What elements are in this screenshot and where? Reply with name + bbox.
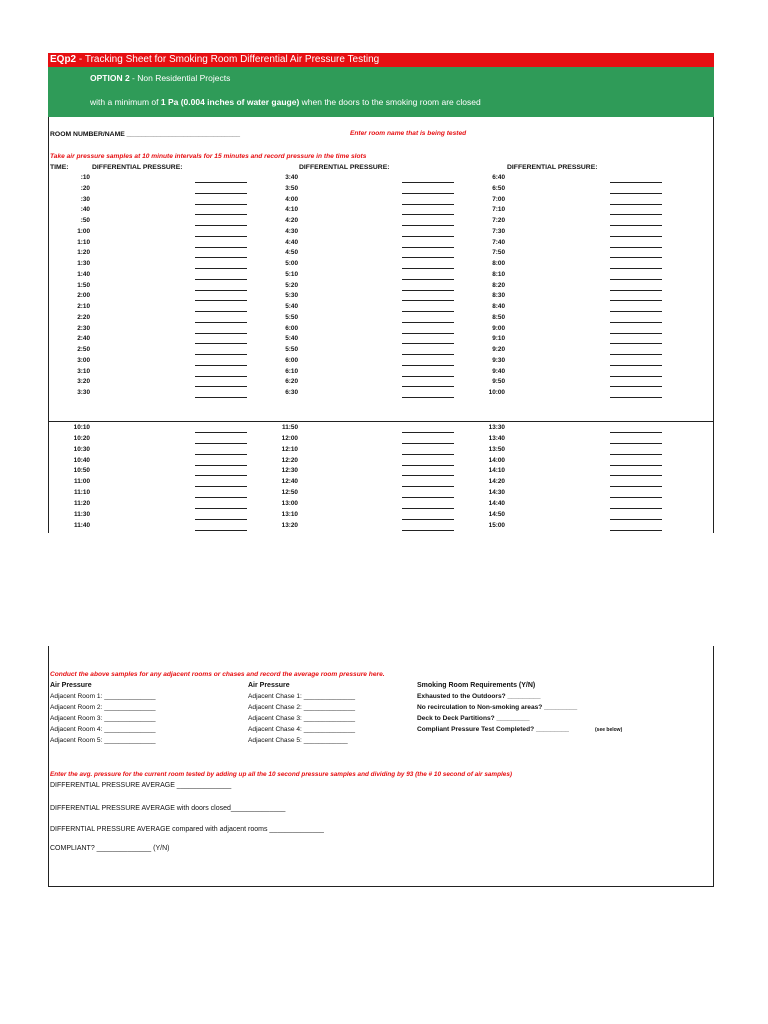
pressure-entry-line[interactable]: [195, 182, 247, 183]
pressure-entry-line[interactable]: [195, 333, 247, 334]
time-slot-label: 9:50: [492, 378, 505, 386]
time-slot-label: :20: [80, 184, 90, 192]
pressure-entry-line[interactable]: [195, 204, 247, 205]
adjacent-room-field[interactable]: Adjacent Room 3: ______________: [50, 715, 156, 722]
pressure-entry-line[interactable]: [195, 268, 247, 269]
time-slot-label: 6:50: [492, 184, 505, 192]
time-slot-label: 1:30: [77, 260, 90, 267]
time-slot-label: :50: [80, 217, 90, 224]
pressure-entry-line[interactable]: [195, 300, 247, 301]
air-pressure-header-2: Air Pressure: [248, 682, 290, 689]
time-slot-label: 6:20: [285, 378, 298, 386]
pressure-entry-line[interactable]: [610, 365, 662, 366]
pressure-entry-line[interactable]: [195, 508, 247, 509]
time-slot-label: 13:30: [488, 424, 505, 431]
dp-average-adjacent-field[interactable]: DIFFERNTIAL PRESSURE AVERAGE compared with adjacent rooms ______________: [50, 826, 324, 833]
pressure-entry-line[interactable]: [195, 497, 247, 498]
pressure-entry-line[interactable]: [610, 182, 662, 183]
pressure-entry-line[interactable]: [402, 454, 454, 455]
pressure-entry-line[interactable]: [195, 279, 247, 280]
time-slot-label: 12:30: [281, 467, 298, 475]
dp-average-field[interactable]: DIFFERENTIAL PRESSURE AVERAGE ______________: [50, 782, 232, 789]
time-slot-label: 4:20: [285, 217, 298, 224]
time-slot-label: 9:10: [492, 335, 505, 343]
pressure-entry-line[interactable]: [195, 322, 247, 323]
time-slot-label: 8:40: [492, 303, 505, 310]
adjacent-chase-field[interactable]: Adjacent Chase 5: ____________: [248, 737, 348, 744]
time-slot-label: 5:50: [285, 346, 298, 353]
pressure-entry-line[interactable]: [610, 268, 662, 269]
dp-header-2: DIFFERENTIAL PRESSURE:: [299, 164, 390, 171]
pressure-entry-line[interactable]: [195, 214, 247, 215]
time-slot-label: 14:30: [488, 489, 505, 497]
pressure-entry-line[interactable]: [195, 475, 247, 476]
pressure-entry-line[interactable]: [195, 443, 247, 444]
pressure-entry-line[interactable]: [195, 530, 247, 531]
time-slot-label: 6:40: [492, 174, 505, 181]
time-slot-label: 3:50: [285, 184, 298, 192]
dp-average-closed-field[interactable]: DIFFERENTIAL PRESSURE AVERAGE with doors closed______________: [50, 805, 286, 812]
time-slot-label: 2:20: [77, 313, 90, 321]
pressure-entry-line[interactable]: [195, 311, 247, 312]
time-slot-label: 8:10: [492, 270, 505, 278]
pressure-entry-line[interactable]: [402, 497, 454, 498]
pressure-entry-line[interactable]: [195, 386, 247, 387]
time-slot-label: 8:50: [492, 313, 505, 321]
pressure-entry-line[interactable]: [195, 376, 247, 377]
requirement-field[interactable]: Compliant Pressure Test Completed? _________: [417, 726, 569, 733]
pressure-entry-line[interactable]: [402, 214, 454, 215]
pressure-entry-line[interactable]: [610, 290, 662, 291]
pressure-entry-line[interactable]: [195, 365, 247, 366]
time-slot-label: 10:40: [73, 456, 90, 464]
time-slot-label: 6:00: [285, 356, 298, 364]
room-name-hint: Enter room name that is being tested: [350, 130, 467, 137]
dp-header-1: DIFFERENTIAL PRESSURE:: [92, 164, 183, 171]
time-slot-label: 3:10: [77, 367, 90, 375]
time-slot-label: 5:40: [285, 303, 298, 310]
time-slot-label: 5:10: [285, 270, 298, 278]
time-slot-label: 14:50: [488, 510, 505, 518]
time-slot-label: 2:40: [77, 335, 90, 343]
pressure-entry-line[interactable]: [402, 475, 454, 476]
time-slot-label: 7:10: [492, 206, 505, 214]
pressure-entry-line[interactable]: [610, 376, 662, 377]
pressure-entry-line[interactable]: [195, 397, 247, 398]
time-slot-label: 6:30: [285, 389, 298, 396]
block-divider: [48, 421, 714, 422]
requirement-a: with a minimum of: [90, 97, 161, 107]
pressure-entry-line[interactable]: [610, 443, 662, 444]
time-slot-label: 8:30: [492, 292, 505, 300]
pressure-entry-line[interactable]: [610, 279, 662, 280]
pressure-entry-line[interactable]: [610, 486, 662, 487]
time-slot-label: 12:00: [281, 434, 298, 442]
adjacent-chase-field[interactable]: Adjacent Chase 3: ______________: [248, 715, 356, 722]
time-slot-label: 11:30: [74, 510, 90, 518]
pressure-entry-line[interactable]: [195, 193, 247, 194]
pressure-entry-line[interactable]: [195, 519, 247, 520]
adjacent-instructions: Conduct the above samples for any adjacent rooms or chases and record the average room pressure here.: [50, 671, 385, 678]
time-slot-label: 14:00: [488, 456, 505, 464]
time-slot-label: 11:40: [74, 521, 90, 529]
pressure-entry-line[interactable]: [402, 465, 454, 466]
time-slot-label: 2:10: [77, 303, 90, 310]
pressure-entry-line[interactable]: [610, 386, 662, 387]
time-slot-label: 13:00: [281, 499, 298, 507]
pressure-entry-line[interactable]: [195, 247, 247, 248]
pressure-entry-line[interactable]: [195, 454, 247, 455]
pressure-entry-line[interactable]: [402, 225, 454, 226]
time-slot-label: 1:10: [77, 238, 90, 246]
pressure-entry-line[interactable]: [610, 454, 662, 455]
time-slot-label: 4:40: [285, 238, 298, 246]
time-slot-label: 7:50: [492, 249, 505, 257]
pressure-entry-line[interactable]: [402, 204, 454, 205]
air-pressure-header-1: Air Pressure: [50, 682, 92, 689]
time-slot-label: 13:10: [281, 510, 298, 518]
time-slot-label: 4:00: [285, 195, 298, 203]
pressure-entry-line[interactable]: [610, 343, 662, 344]
pressure-entry-line[interactable]: [402, 386, 454, 387]
time-slot-label: 3:00: [77, 356, 90, 364]
adjacent-room-field[interactable]: Adjacent Room 1: ______________: [50, 693, 156, 700]
pressure-entry-line[interactable]: [402, 432, 454, 433]
adjacent-room-field[interactable]: Adjacent Room 4: ______________: [50, 726, 156, 733]
pressure-entry-line[interactable]: [610, 508, 662, 509]
time-slot-label: 7:00: [492, 195, 505, 203]
time-slot-label: 6:00: [285, 324, 298, 332]
pressure-entry-line[interactable]: [610, 214, 662, 215]
time-slot-label: 9:40: [492, 367, 505, 375]
time-slot-label: 3:40: [285, 174, 298, 181]
pressure-entry-line[interactable]: [402, 193, 454, 194]
see-below-note: (see below): [595, 727, 623, 733]
pressure-entry-line[interactable]: [195, 486, 247, 487]
sampling-instructions: Take air pressure samples at 10 minute intervals for 15 minutes and record pressure in the time slots: [50, 153, 367, 160]
option-bar: [48, 67, 714, 117]
pressure-entry-line[interactable]: [402, 376, 454, 377]
time-slot-label: 3:30: [77, 389, 90, 396]
pressure-entry-line[interactable]: [195, 465, 247, 466]
pressure-entry-line[interactable]: [402, 247, 454, 248]
pressure-entry-line[interactable]: [402, 322, 454, 323]
pressure-entry-line[interactable]: [195, 354, 247, 355]
pressure-entry-line[interactable]: [610, 193, 662, 194]
sheet-title: - Tracking Sheet for Smoking Room Differential Air Pressure Testing: [76, 54, 380, 65]
pressure-entry-line[interactable]: [195, 236, 247, 237]
time-slot-label: 5:00: [285, 260, 298, 267]
title-bar: [48, 53, 714, 67]
time-slot-label: :40: [80, 206, 90, 214]
time-slot-label: :30: [80, 195, 90, 203]
time-slot-label: 5:20: [285, 281, 298, 289]
time-slot-label: 11:20: [74, 499, 90, 507]
pressure-entry-line[interactable]: [610, 322, 662, 323]
option-desc: - Non Residential Projects: [129, 73, 231, 83]
pressure-entry-line[interactable]: [402, 333, 454, 334]
pressure-entry-line[interactable]: [610, 354, 662, 355]
time-slot-label: 7:20: [492, 217, 505, 224]
time-slot-label: 10:30: [73, 445, 90, 453]
pressure-entry-line[interactable]: [402, 290, 454, 291]
time-slot-label: 9:20: [492, 346, 505, 353]
pressure-entry-line[interactable]: [610, 247, 662, 248]
pressure-entry-line[interactable]: [195, 257, 247, 258]
adjacent-chase-field[interactable]: Adjacent Chase 1: ______________: [248, 693, 356, 700]
time-slot-label: 2:00: [77, 292, 90, 300]
time-slot-label: 12:10: [281, 445, 298, 453]
pressure-entry-line[interactable]: [610, 519, 662, 520]
pressure-entry-line[interactable]: [402, 236, 454, 237]
time-slot-label: 14:20: [488, 478, 505, 486]
time-slot-label: 15:00: [488, 521, 505, 529]
pressure-entry-line[interactable]: [610, 530, 662, 531]
compliant-field[interactable]: COMPLIANT? ______________ (Y/N): [50, 845, 170, 852]
time-slot-label: 13:50: [488, 445, 505, 453]
time-slot-label: 6:10: [285, 367, 298, 375]
time-slot-label: 8:00: [492, 260, 505, 267]
adjacent-room-field[interactable]: Adjacent Room 2: ______________: [50, 704, 156, 711]
requirement-field[interactable]: Deck to Deck Partitions? _________: [417, 715, 530, 722]
time-slot-label: 13:20: [281, 521, 298, 529]
right-border-bottom: [713, 646, 714, 886]
pressure-entry-line[interactable]: [195, 432, 247, 433]
pressure-entry-line[interactable]: [195, 290, 247, 291]
pressure-entry-line[interactable]: [402, 486, 454, 487]
pressure-entry-line[interactable]: [402, 279, 454, 280]
average-instructions: Enter the avg. pressure for the current room tested by adding up all the 10 second pressure samples and dividing by 93 (the # 10 second of air samples): [50, 771, 513, 778]
pressure-entry-line[interactable]: [402, 182, 454, 183]
right-border-top: [713, 117, 714, 533]
time-header: TIME:: [50, 164, 69, 171]
pressure-entry-line[interactable]: [610, 432, 662, 433]
pressure-entry-line[interactable]: [402, 508, 454, 509]
pressure-entry-line[interactable]: [402, 300, 454, 301]
time-slot-label: 9:00: [492, 324, 505, 332]
time-slot-label: 11:10: [74, 489, 90, 497]
time-slot-label: 10:50: [73, 467, 90, 475]
time-slot-label: 1:00: [77, 227, 90, 235]
left-border-top: [48, 117, 49, 533]
adjacent-chase-field[interactable]: Adjacent Chase 2: ______________: [248, 704, 356, 711]
time-slot-label: 12:20: [281, 456, 298, 464]
room-name-field[interactable]: ROOM NUMBER/NAME ______________________________: [50, 131, 241, 138]
requirement-field[interactable]: No recirculation to Non-smoking areas? _________: [417, 704, 578, 711]
pressure-entry-line[interactable]: [610, 311, 662, 312]
time-slot-label: 7:30: [492, 227, 505, 235]
pressure-entry-line[interactable]: [195, 343, 247, 344]
adjacent-room-field[interactable]: Adjacent Room 5: ______________: [50, 737, 156, 744]
adjacent-chase-field[interactable]: Adjacent Chase 4: ______________: [248, 726, 356, 733]
pressure-entry-line[interactable]: [610, 465, 662, 466]
pressure-entry-line[interactable]: [610, 497, 662, 498]
pressure-entry-line[interactable]: [610, 257, 662, 258]
pressure-entry-line[interactable]: [610, 204, 662, 205]
credit-code: EQp2: [50, 54, 77, 65]
pressure-entry-line[interactable]: [402, 311, 454, 312]
pressure-entry-line[interactable]: [610, 236, 662, 237]
pressure-entry-line[interactable]: [402, 268, 454, 269]
pressure-entry-line[interactable]: [402, 530, 454, 531]
left-border-bottom: [48, 646, 49, 886]
time-slot-label: 4:50: [285, 249, 298, 257]
pressure-entry-line[interactable]: [402, 257, 454, 258]
requirement-b: when the doors to the smoking room are closed: [299, 97, 481, 107]
pressure-entry-line[interactable]: [402, 354, 454, 355]
time-slot-label: :10: [80, 174, 90, 181]
requirement-value: 1 Pa (0.004 inches of water gauge): [160, 97, 300, 107]
time-slot-label: 12:40: [281, 478, 298, 486]
time-slot-label: 10:00: [488, 389, 505, 396]
time-slot-label: 4:30: [285, 227, 298, 235]
pressure-entry-line[interactable]: [402, 365, 454, 366]
time-slot-label: 14:40: [488, 499, 505, 507]
time-slot-label: 10:20: [73, 434, 90, 442]
time-slot-label: 9:30: [492, 356, 505, 364]
time-slot-label: 2:50: [77, 346, 90, 353]
time-slot-label: 8:20: [492, 281, 505, 289]
pressure-entry-line[interactable]: [610, 333, 662, 334]
pressure-entry-line[interactable]: [402, 443, 454, 444]
dp-header-3: DIFFERENTIAL PRESSURE:: [507, 164, 598, 171]
time-slot-label: 5:40: [285, 335, 298, 343]
time-slot-label: 12:50: [281, 489, 298, 497]
pressure-entry-line[interactable]: [402, 343, 454, 344]
time-slot-label: 1:40: [77, 270, 90, 278]
time-slot-label: 1:20: [77, 249, 90, 257]
time-slot-label: 2:30: [77, 324, 90, 332]
pressure-entry-line[interactable]: [610, 475, 662, 476]
time-slot-label: 13:40: [488, 434, 505, 442]
time-slot-label: 5:50: [285, 313, 298, 321]
time-slot-label: 10:10: [73, 424, 90, 431]
time-slot-label: 14:10: [488, 467, 505, 475]
requirement-field[interactable]: Exhausted to the Outdoors? _________: [417, 693, 541, 700]
time-slot-label: 3:20: [77, 378, 90, 386]
time-slot-label: 11:50: [282, 424, 298, 431]
bottom-border: [48, 886, 714, 887]
pressure-entry-line[interactable]: [610, 397, 662, 398]
pressure-entry-line[interactable]: [610, 225, 662, 226]
requirements-header: Smoking Room Requirements (Y/N): [417, 682, 536, 689]
time-slot-label: 1:50: [77, 281, 90, 289]
pressure-entry-line[interactable]: [402, 397, 454, 398]
pressure-entry-line[interactable]: [402, 519, 454, 520]
pressure-entry-line[interactable]: [195, 225, 247, 226]
time-slot-label: 11:00: [74, 478, 90, 486]
pressure-entry-line[interactable]: [610, 300, 662, 301]
time-slot-label: 4:10: [285, 206, 298, 214]
time-slot-label: 7:40: [492, 238, 505, 246]
option-label: OPTION 2: [90, 73, 130, 83]
time-slot-label: 5:30: [285, 292, 298, 300]
